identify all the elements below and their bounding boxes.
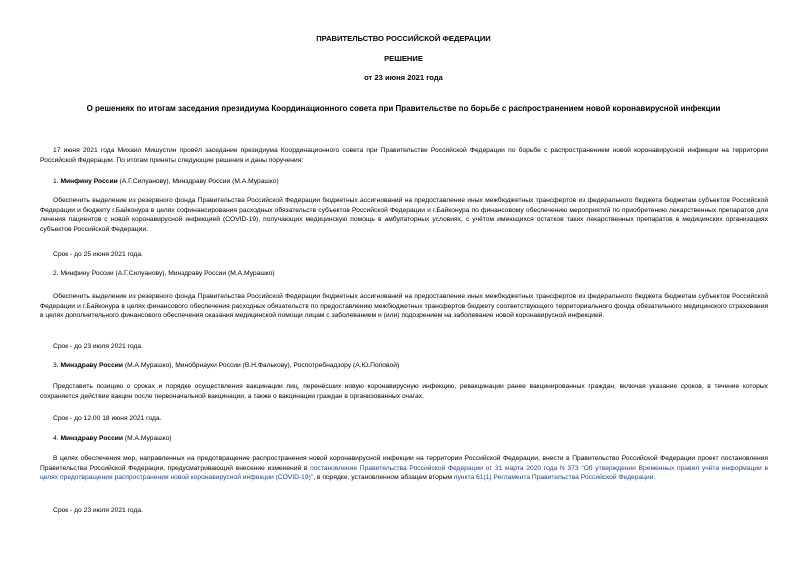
item-4-text-c: .	[653, 474, 656, 482]
item-number: 3.	[53, 362, 61, 369]
resolution-373-link[interactable]: постановление Правительства Российской Федерации от 31 марта 2020 года N 373 "Об утверждении Временных правил учёта информации в целях предотвращения распространения новой коронавирусной инфекции (COVID-19)"	[40, 464, 768, 482]
item-2-deadline: Срок - до 23 июля 2021 года.	[53, 343, 143, 350]
item-1-heading	[40, 177, 768, 187]
document-type: РЕШЕНИЕ	[384, 54, 423, 63]
document-date: от 23 июня 2021 года	[364, 73, 443, 82]
item-2-heading	[40, 269, 768, 279]
item-2-addressee: Минфину России (А.Г.Силуанову), Минздраву России (М.А.Мурашко)	[60, 270, 275, 277]
document-title: О решениях по итогам заседания президиума Координационного совета при Правительстве по борьбе с распространением новой коронавирусной инфекции	[86, 104, 721, 113]
item-4-text-a: В целях обеспечения мер, направленных на предотвращение распространения новой коронавирусной инфекции на территории Российской Федерации, внести в Правительство Российской Федерации проект постановления Правительства Российской Федерации, предусматривающий внесение изменений в	[40, 455, 768, 472]
item-3-heading	[40, 361, 768, 371]
issuer-heading: ПРАВИТЕЛЬСТВО РОССИЙСКОЙ ФЕДЕРАЦИИ	[316, 34, 491, 43]
item-1-deadline: Срок - до 25 июня 2021 года.	[53, 251, 143, 258]
item-1-text: Обеспечить выделение из резервного фонда Правительства Российской Федерации бюджетных ассигнований на предоставление иных межбюджетных трансфертов из федерального бюджета бюджетам субъектов Российской Федерации и бюджету г.Байконура в целях софинансирования расходных обязательств субъектов Российской Федерации и г.Байконура по финансовому обеспечению мероприятий по приобретению лекарственных препаратов для лечения пациентов с новой коронавирусной инфекцией (COVID-19), получающих медицинскую помощь в амбулаторных условиях, с учётом имеющихся остатков таких лекарственных препаратов в медицинских организациях субъектов Российской Федерации.	[40, 197, 768, 233]
item-4-text	[40, 454, 768, 483]
item-number: 4.	[53, 435, 61, 442]
item-3-addressee-rest: (М.А.Мурашко), Минобрнауки России (В.Н.Фалькову), Роспотребнадзору (А.Ю.Поповой)	[123, 362, 400, 369]
item-4-addressee: Минздраву России	[60, 435, 124, 442]
item-2-text: Обеспечить выделение из резервного фонда Правительства Российской Федерации бюджетных ассигнований на предоставление иных межбюджетных трансфертов из федерального бюджета бюджетам субъектов Российской Федерации и г.Байконура в целях финансового обеспечения расходных обязательств по предоставлению межбюджетных трансфертов бюджету соответствующего территориального фонда обязательного медицинского страхования в целях дополнительного финансового обеспечения оказания медицинской помощи лицам с заболеванием и (или) подозрением на заболевание новой коронавирусной инфекцией.	[40, 293, 768, 320]
item-4-addressee-rest: (М.А.Мурашко)	[123, 435, 172, 442]
item-4-deadline: Срок - до 23 июля 2021 года.	[53, 507, 143, 514]
item-number: 1.	[53, 178, 61, 185]
government-regulation-link[interactable]: пункта 61(1) Регламента Правительства Российской Федерации	[453, 474, 654, 482]
item-3-text: Представить позицию о сроках и порядке осуществления вакцинации лиц, перенёсших новую коронавирусную инфекцию, ревакцинации ранее вакцинированных граждан, включая указание сроков, в течение которых сохраняется действие вакцин после первоначальной вакцинации, а также о вакцинации граждан в организованных очагах.	[40, 383, 768, 400]
intro-paragraph: 17 июня 2021 года Михаил Мишустин провёл заседание президиума Координационного совета при Правительстве Российской Федерации по борьбе с распространением новой коронавирусной инфекции на территории Российской Федерации. По итогам приняты следующие решения и даны поручения:	[40, 147, 768, 164]
item-4-heading	[40, 434, 768, 444]
item-number: 2.	[53, 270, 61, 277]
item-4-text-b: , в порядке, установленном абзацем вторым	[313, 474, 454, 482]
item-1-addressee: Минфину России	[60, 178, 118, 185]
item-3-deadline: Срок - до 12.00 18 июня 2021 года.	[53, 415, 162, 422]
item-3-addressee: Минздраву России	[60, 362, 124, 369]
item-1-addressee-rest: (А.Г.Силуанову), Минздраву России (М.А.Мурашко)	[117, 178, 279, 185]
